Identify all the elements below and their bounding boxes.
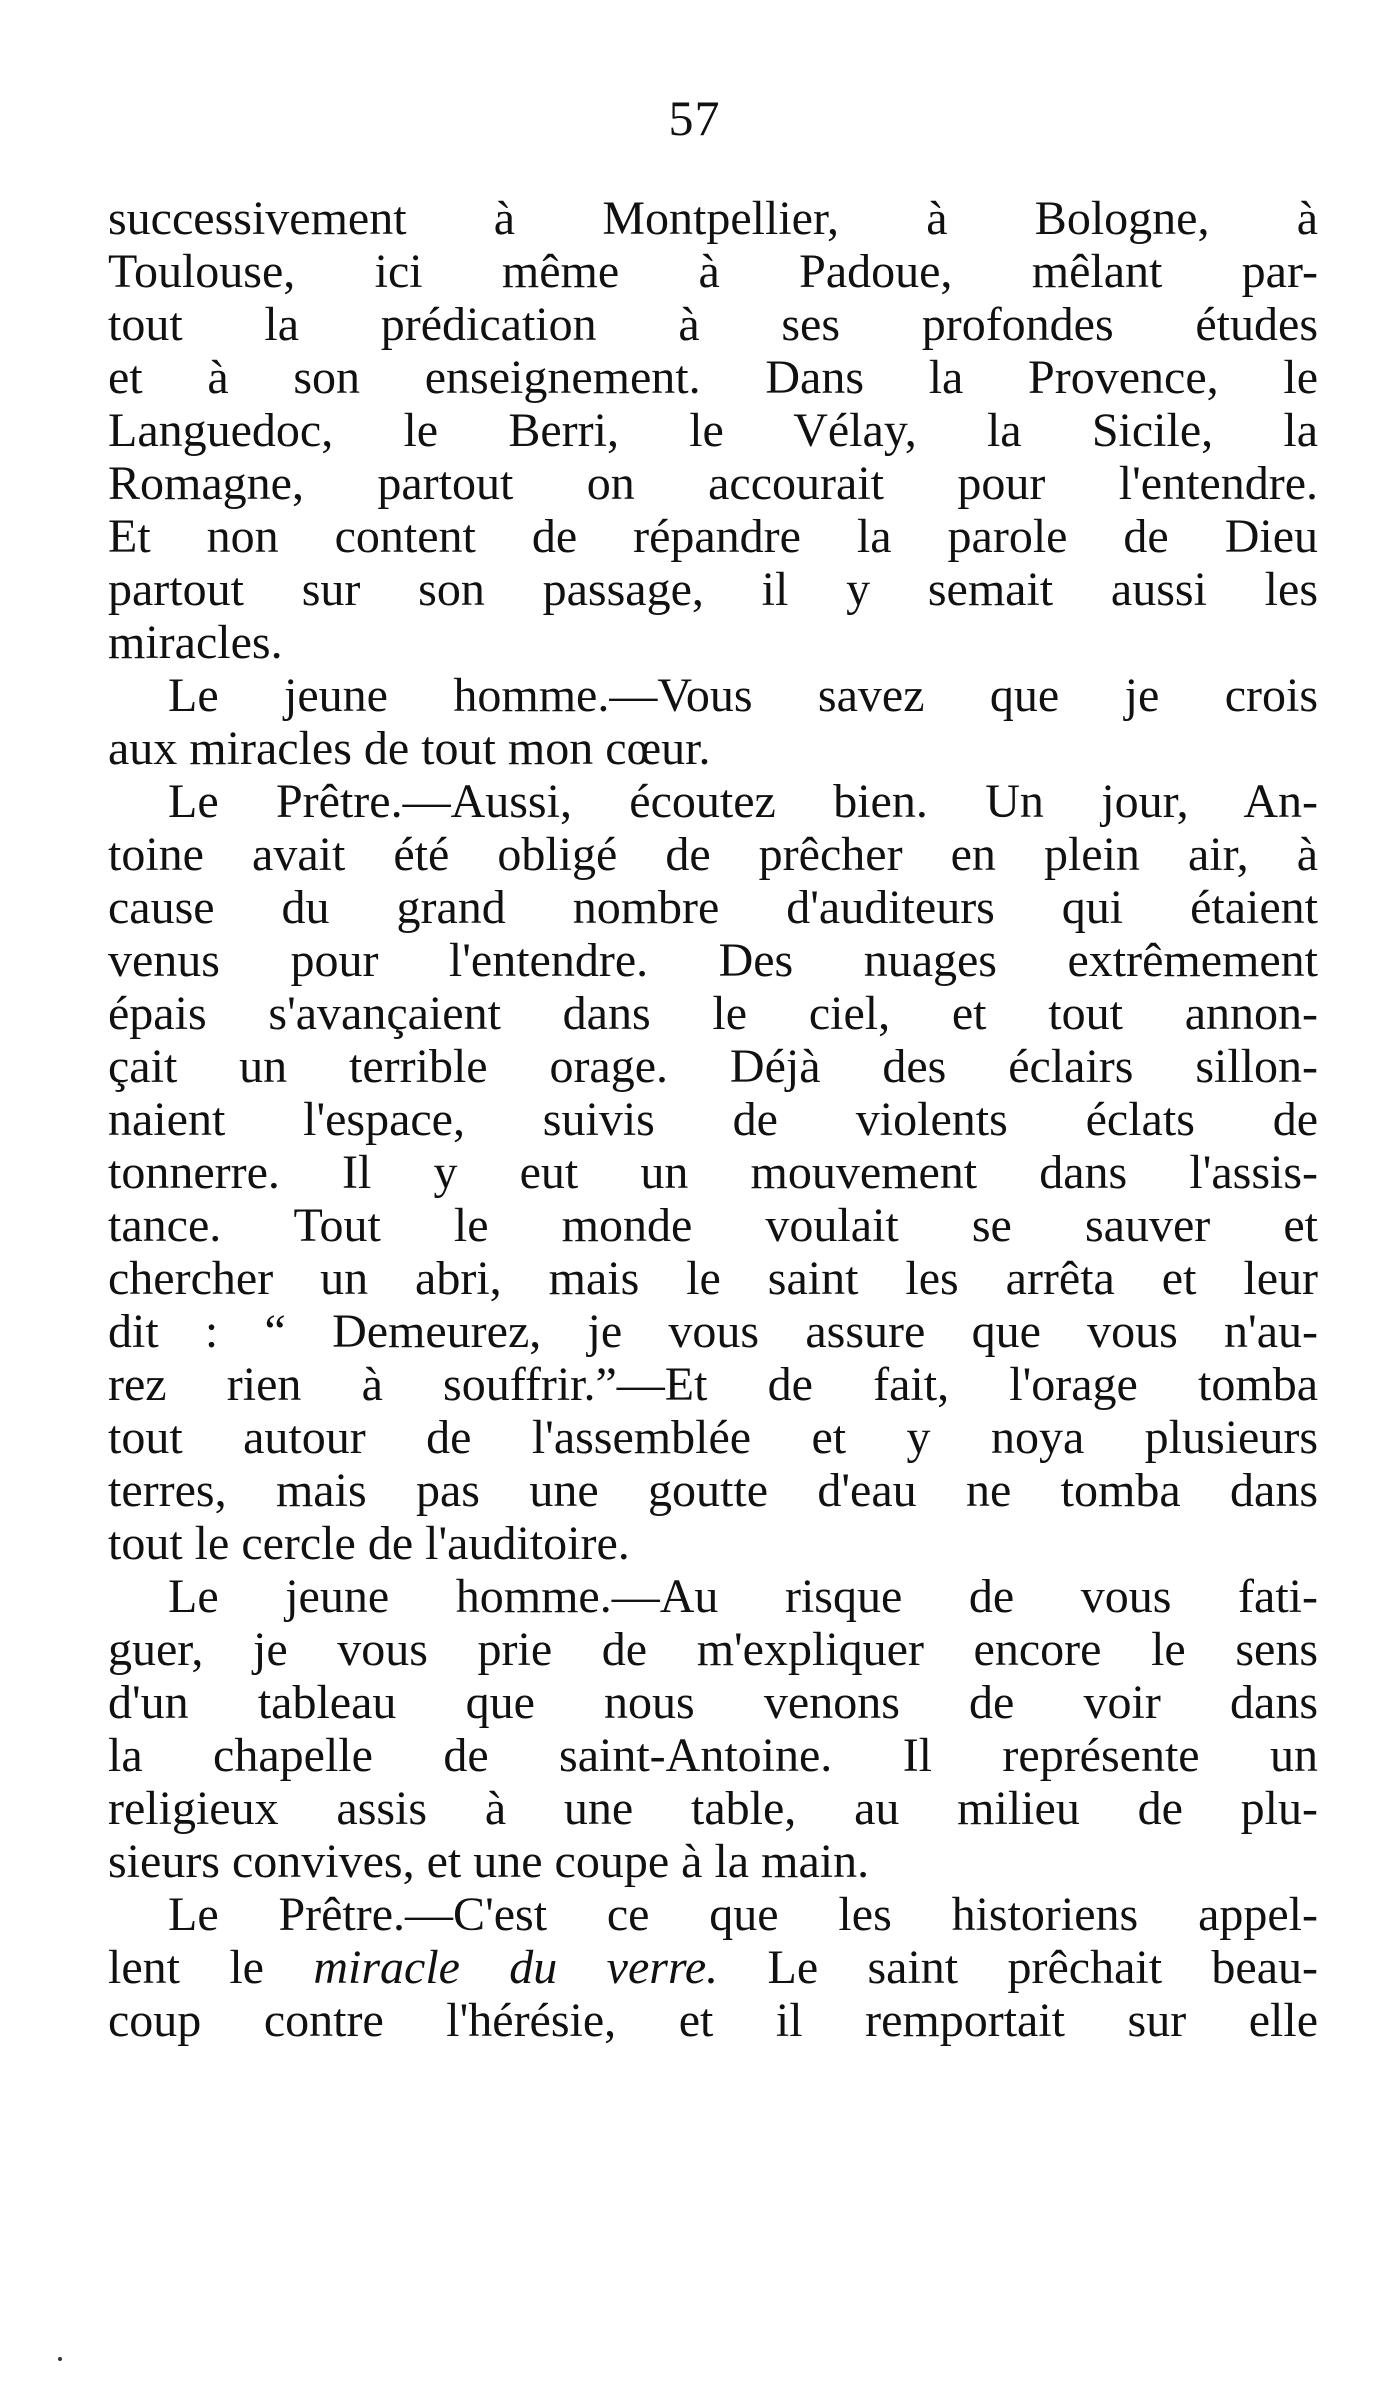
paragraph [108,1570,1318,1888]
text-line: terres, mais pas une goutte d'eau ne tomba dans [108,1464,1318,1517]
text-line: rez rien à souffrir.”—Et de fait, l'orage tomba [108,1358,1318,1411]
text-line: tonnerre. Il y eut un mouvement dans l'assis- [108,1146,1318,1199]
text-line: et à son enseignement. Dans la Provence, le [108,351,1318,404]
text-line: Et non content de répandre la parole de Dieu [108,510,1318,563]
text-line: Toulouse, ici même à Padoue, mêlant par- [108,245,1318,298]
text-line: chercher un abri, mais le saint les arrêta et leur [108,1252,1318,1305]
text-line: guer, je vous prie de m'expliquer encore le sens [108,1623,1318,1676]
text-line: Romagne, partout on accourait pour l'entendre. [108,457,1318,510]
page-number: 57 [668,90,721,146]
paragraph [108,1888,1318,2047]
text-line: naient l'espace, suivis de violents éclats de [108,1093,1318,1146]
paragraph [108,669,1318,775]
text-line: toine avait été obligé de prêcher en plein air, à [108,828,1318,881]
text-line: aux miracles de tout mon cœur. [108,722,711,775]
text-line: Le jeune homme.—Vous savez que je crois [168,669,1318,722]
text-line: dit : “ Demeurez, je vous assure que vous n'au- [108,1305,1318,1358]
text-line: épais s'avançaient dans le ciel, et tout annon- [108,987,1318,1040]
text-line: Languedoc, le Berri, le Vélay, la Sicile, la [108,404,1318,457]
text-line: religieux assis à une table, au milieu de plu- [108,1782,1318,1835]
text-line: Le Prêtre.—C'est ce que les historiens appel- [168,1888,1318,1941]
body-text [108,192,1318,2047]
page-speck [58,2357,62,2361]
text-line: tance. Tout le monde voulait se sauver et [108,1199,1318,1252]
text-line: tout le cercle de l'auditoire. [108,1517,630,1570]
text-line-with-italic [108,1941,1318,1994]
text-line: d'un tableau que nous venons de voir dans [108,1676,1318,1729]
text-line: cause du grand nombre d'auditeurs qui étaient [108,881,1318,934]
text-line: tout autour de l'assemblée et y noya plusieurs [108,1411,1318,1464]
text-line: successivement à Montpellier, à Bologne, à [108,192,1318,245]
text-line: Le jeune homme.—Au risque de vous fati- [168,1570,1318,1623]
italic-phrase: miracle du verre. [313,1941,719,1994]
text-line: çait un terrible orage. Déjà des éclairs sillon- [108,1040,1318,1093]
text-line: miracles. [108,616,283,669]
paragraph [108,192,1318,669]
paragraph [108,775,1318,1570]
text-segment: Le saint prêchait beau- [718,1941,1318,1994]
text-line: sieurs convives, et une coupe à la main. [108,1835,870,1888]
text-segment: lent le [108,1941,314,1994]
text-line: Le Prêtre.—Aussi, écoutez bien. Un jour, An- [168,775,1318,828]
text-line: venus pour l'entendre. Des nuages extrêmement [108,934,1318,987]
text-line: partout sur son passage, il y semait aussi les [108,563,1318,616]
text-line: tout la prédication à ses profondes études [108,298,1318,351]
text-line: la chapelle de saint-Antoine. Il représente un [108,1729,1318,1782]
text-line: coup contre l'hérésie, et il remportait sur elle [108,1994,1318,2047]
